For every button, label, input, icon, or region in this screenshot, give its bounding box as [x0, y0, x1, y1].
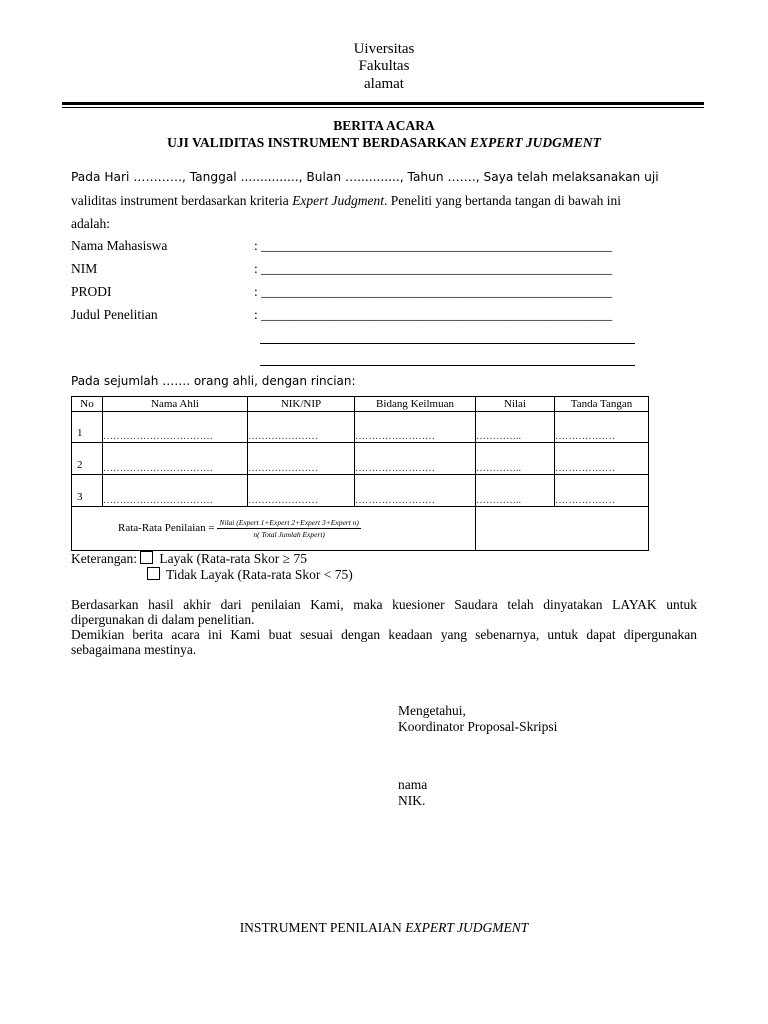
row-nama[interactable]: …………………………… — [103, 475, 248, 507]
row-nik[interactable]: ………………… — [248, 443, 355, 475]
row-nilai[interactable]: ………….. — [476, 443, 555, 475]
next-section-title — [0, 920, 768, 936]
header-divider-thin — [62, 107, 704, 108]
formula-label: Rata-Rata Penilaian = — [118, 522, 215, 535]
keterangan-row-1 — [71, 551, 307, 567]
experts-table — [71, 396, 649, 551]
layak-label: Layak (Rata-rata Skor ≥ 75 — [159, 551, 307, 566]
subtitle-text: UJI VALIDITAS INSTRUMENT BERDASARKAN — [167, 135, 470, 150]
field-label-nama: Nama Mahasiswa — [71, 238, 168, 253]
row-ttd[interactable]: ……………… — [555, 443, 649, 475]
judul-extra-line-1[interactable] — [260, 343, 635, 344]
intro-line-2-text: validitas instrument berdasarkan kriteria — [71, 193, 293, 208]
field-line-nim[interactable]: : ____________________________________________________ — [254, 261, 613, 276]
intro-line-2-suffix: . Peneliti yang bertanda tangan di bawah ini — [384, 193, 621, 208]
document-subtitle — [0, 134, 768, 151]
header-tanda-tangan: Tanda Tangan — [555, 397, 649, 412]
intro-line-3: adalah: — [71, 216, 110, 231]
formula-fraction — [217, 518, 361, 539]
row-bidang[interactable]: …………………… — [355, 443, 476, 475]
field-line-judul[interactable]: : ____________________________________________________ — [254, 307, 613, 322]
tidak-layak-label: Tidak Layak (Rata-rata Skor < 75) — [166, 567, 353, 582]
header-bidang: Bidang Keilmuan — [355, 397, 476, 412]
experts-intro: Pada sejumlah ……. orang ahli, dengan rincian: — [71, 374, 356, 388]
formula-denominator: n( Total Jumlah Expert) — [253, 530, 325, 539]
intro-line-1: Pada Hari …………, Tanggal ..............., Bulan …..........., Tahun ……., Saya telah melaksanakan uji — [71, 170, 659, 184]
table-row — [72, 475, 649, 507]
field-label-judul: Judul Penelitian — [71, 307, 158, 322]
subtitle-italic: EXPERT JUDGMENT — [469, 135, 601, 150]
table-row — [72, 412, 649, 443]
signature-nik: NIK. — [398, 793, 426, 808]
judul-extra-line-2[interactable] — [260, 365, 635, 366]
intro-line-2 — [71, 193, 697, 209]
row-no: 2 — [72, 443, 103, 475]
keterangan-row-2 — [147, 567, 353, 583]
row-nilai[interactable]: ………….. — [476, 475, 555, 507]
field-label-prodi: PRODI — [71, 284, 112, 299]
document-title: BERITA ACARA — [333, 118, 435, 133]
row-nik[interactable]: ………………… — [248, 475, 355, 507]
row-ttd[interactable]: ……………… — [555, 412, 649, 443]
header-nama-ahli: Nama Ahli — [103, 397, 248, 412]
field-line-prodi[interactable]: : ____________________________________________________ — [254, 284, 613, 299]
formula-cell — [72, 507, 476, 551]
row-no: 1 — [72, 412, 103, 443]
row-nik[interactable]: ………………… — [248, 412, 355, 443]
header-nik-nip: NIK/NIP — [248, 397, 355, 412]
row-ttd[interactable]: ……………… — [555, 475, 649, 507]
formula-row — [72, 507, 649, 551]
row-nilai[interactable]: ………….. — [476, 412, 555, 443]
table-row — [72, 443, 649, 475]
row-bidang[interactable]: …………………… — [355, 475, 476, 507]
field-label-nim: NIM — [71, 261, 98, 276]
tidak-layak-checkbox[interactable] — [147, 567, 160, 580]
university-name: Uiversitas — [353, 41, 415, 57]
signature-role: Koordinator Proposal-Skripsi — [398, 719, 558, 734]
row-nama[interactable]: …………………………… — [103, 443, 248, 475]
faculty-name: Fakultas — [358, 58, 410, 74]
average-score-cell[interactable] — [476, 507, 649, 551]
keterangan-label: Keterangan: — [71, 551, 137, 566]
header-divider-thick — [62, 102, 704, 105]
signature-name: nama — [398, 777, 428, 792]
intro-line-2-italic: Expert Judgment — [292, 193, 385, 208]
row-bidang[interactable]: …………………… — [355, 412, 476, 443]
table-header-row — [72, 397, 649, 412]
conclusion-paragraph-1: Berdasarkan hasil akhir dari penilaian Kami, maka kuesioner Saudara telah dinyatakan LAYAK untuk dipergunakan di dalam penelitian. — [71, 597, 697, 627]
row-no: 3 — [72, 475, 103, 507]
row-nama[interactable]: …………………………… — [103, 412, 248, 443]
address: alamat — [364, 76, 404, 92]
layak-checkbox[interactable] — [140, 551, 153, 564]
formula-numerator: Nilai (Expert 1+Expert 2+Expert 3+Expert n) — [219, 518, 359, 527]
next-section-text: INSTRUMENT PENILAIAN — [239, 920, 406, 935]
header-nilai: Nilai — [476, 397, 555, 412]
next-section-italic: EXPERT JUDGMENT — [405, 920, 529, 935]
conclusion-paragraph-2: Demikian berita acara ini Kami buat sesuai dengan keadaan yang sebenarnya, untuk dapat dipergunakan sebagaimana mestinya. — [71, 627, 697, 657]
header-no: No — [72, 397, 103, 412]
field-line-nama[interactable]: : ____________________________________________________ — [254, 238, 613, 253]
signature-mengetahui: Mengetahui, — [398, 703, 466, 718]
